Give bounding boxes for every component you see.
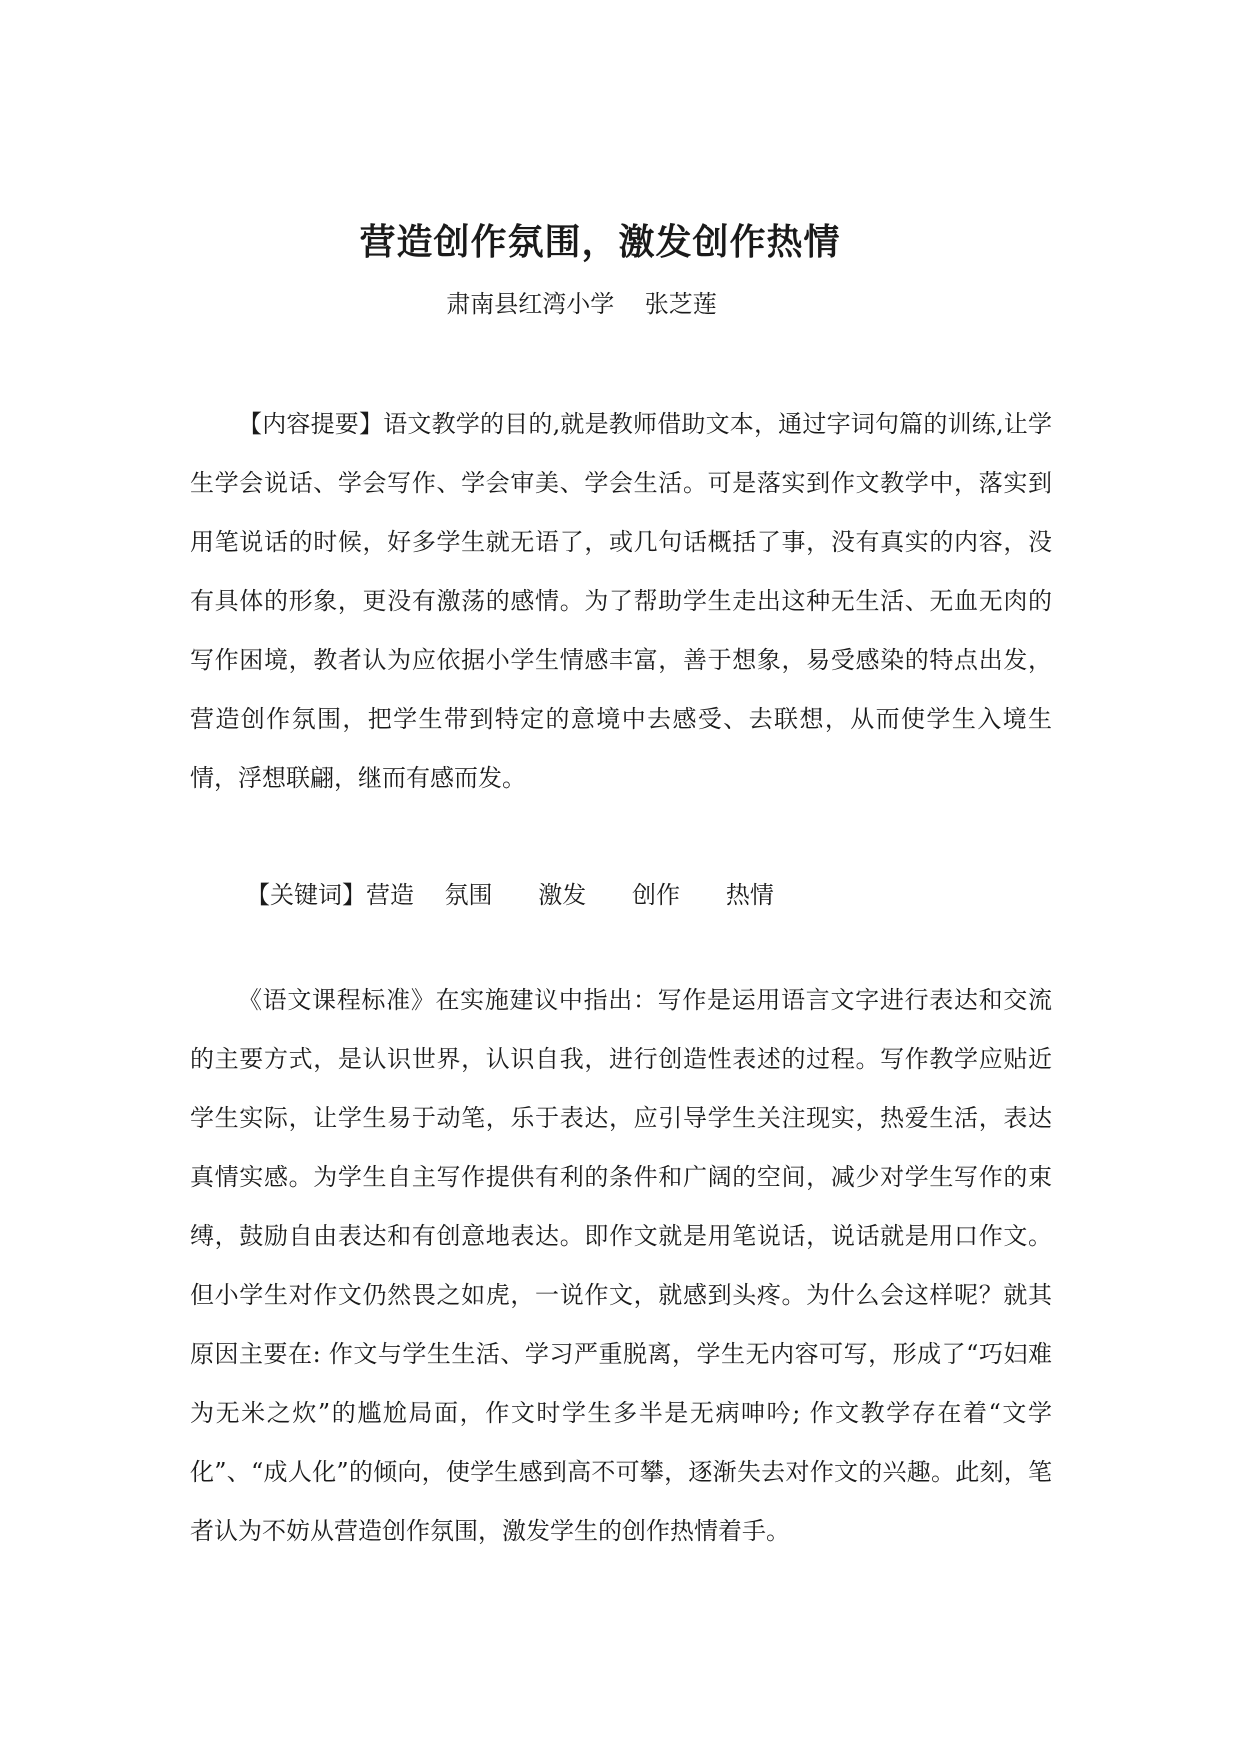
abstract-paragraph: 【内容提要】语文教学的目的,就是教师借助文本，通过字词句篇的训练,让学生学会说话、学会写作、学会审美、学会生活。可是落实到作文教学中，落实到用笔说话的时候，好多学生就无语了，或几句话概括了事，没有真实的内容，没有具体的形象，更没有激荡的感情。为了帮助学生走出这种无生活、无血无肉的写作困境，教者认为应依据小学生情感丰富，善于想象，易受感染的特点出发，营造创作氛围，把学生带到特定的意境中去感受、去联想，从而使学生入境生情，浮想联翩，继而有感而发。 (190, 410, 1052, 792)
keywords-line: 【关键词】营造 氛围 激发 创作 热情 (246, 881, 774, 909)
document-title: 营造创作氛围，激发创作热情 (359, 221, 841, 263)
body-paragraph: 《语文课程标准》在实施建议中指出：写作是运用语言文字进行表达和交流的主要方式，是认识世界，认识自我，进行创造性表述的过程。写作教学应贴近学生实际，让学生易于动笔，乐于表达，应引导学生关注现实，热爱生活，表达真情实感。为学生自主写作提供有利的条件和广阔的空间，减少对学生写作的束缚，鼓励自由表达和有创意地表达。即作文就是用笔说话，说话就是用口作文。但小学生对作文仍然畏之如虎，一说作文，就感到头疼。为什么会这样呢？就其原因主要在: 作文与学生生活、学习严重脱离，学生无内容可写，形成了“巧妇难为无米之炊”的尴尬局面，作文时学生多半是无病呻吟; 作文教学存在着“文学化”、“成人化”的倾向，使学生感到高不可攀，逐渐失去对作文的兴趣。此刻，笔者认为不妨从营造创作氛围，激发学生的创作热情着手。 (190, 986, 1052, 1545)
author-line: 肃南县红湾小学 张芝莲 (446, 290, 717, 318)
